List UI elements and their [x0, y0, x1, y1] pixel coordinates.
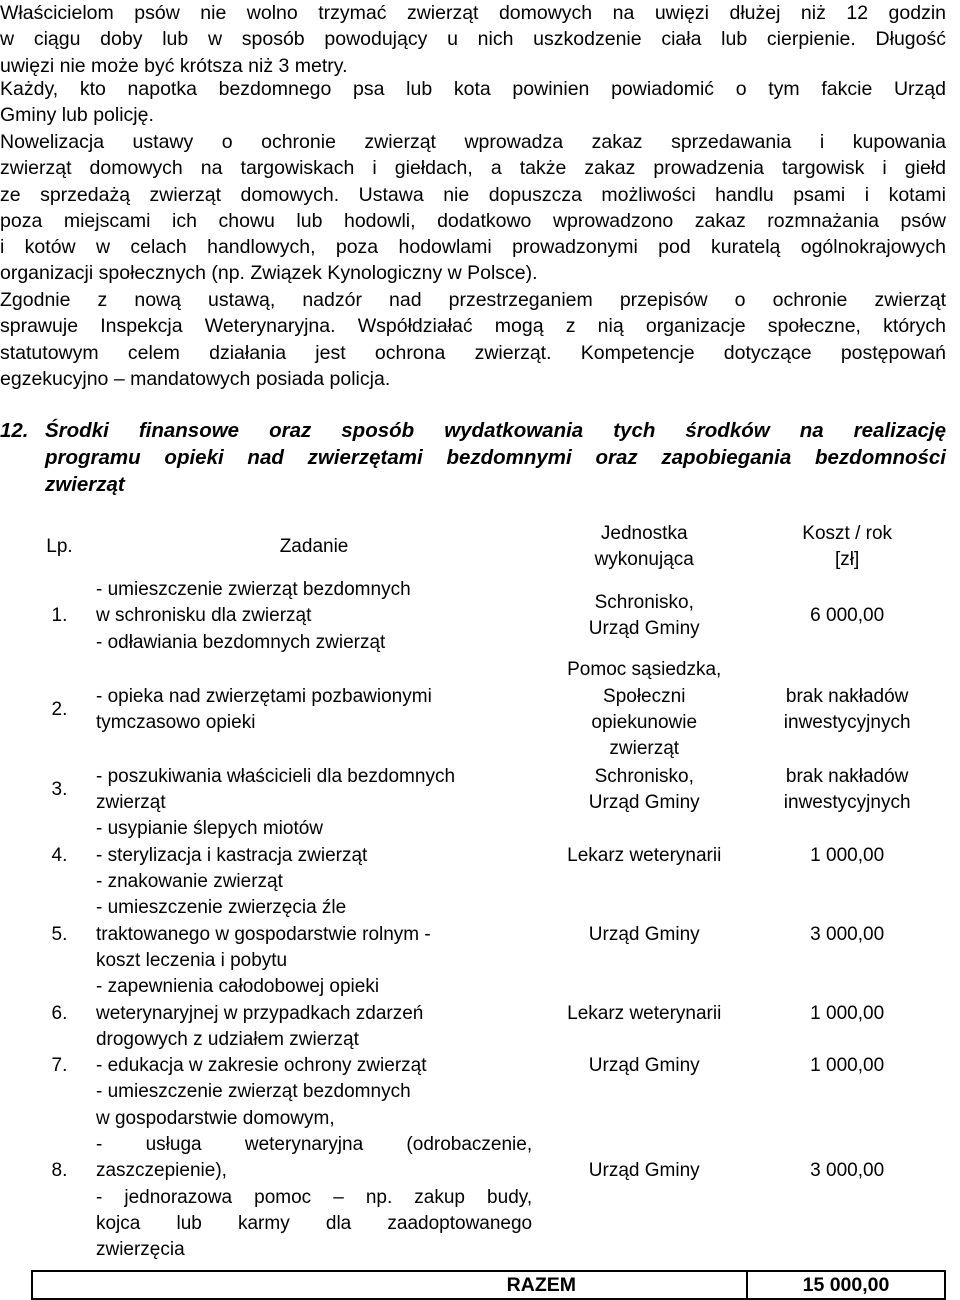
table-row: [31, 816, 946, 895]
cell-lp: 7.: [51, 1055, 68, 1077]
header-lp: Lp.: [46, 535, 73, 557]
cell-task: [88, 764, 540, 817]
task-line: w schronisku dla zwierząt: [95, 605, 312, 627]
cell-cost: [748, 1079, 946, 1263]
task-line: zwierząt: [95, 792, 166, 814]
table-row: [31, 1053, 946, 1079]
text-line: Gminy lub policję.: [0, 104, 154, 127]
header-unit-line: Jednostka: [600, 522, 688, 544]
text-line: poza miejscami ich chowu lub hodowli, dodatkowo wprowadzono zakaz rozmnażania psów: [0, 209, 946, 232]
text-line: statutowym celem działania jest ochrona zwierząt. Kompetencje dotyczące postępowań: [0, 341, 946, 364]
task-line: - jednorazowa pomoc – np. zakup budy,: [95, 1186, 533, 1208]
header-unit-line: wykonująca: [594, 549, 694, 570]
unit-line: Lekarz weterynarii: [567, 1002, 722, 1024]
cell-task: [88, 816, 540, 895]
header-task: Zadanie: [279, 535, 349, 557]
cell-cost: [748, 974, 946, 1053]
cell-lp: 4.: [51, 844, 68, 866]
paragraph-amendment: [0, 129, 946, 287]
unit-line: Urząd Gminy: [588, 1160, 700, 1182]
cell-unit: [540, 764, 748, 817]
text-line: uwięzi nie może być krótsza niż 3 metry.: [0, 54, 348, 77]
task-line: zaszczepienie),: [95, 1160, 227, 1182]
cell-lp: 6.: [51, 1002, 68, 1024]
task-line: traktowanego w gospodarstwie rolnym -: [95, 923, 431, 945]
unit-line: Urząd Gminy: [588, 792, 700, 814]
unit-line: Schronisko,: [594, 765, 694, 787]
task-line: - usypianie ślepych miotów: [95, 818, 324, 840]
cell-lp: 8.: [51, 1160, 68, 1182]
table-header-row: [31, 517, 946, 577]
cost-line: 1 000,00: [810, 1002, 885, 1024]
task-line: - opieka nad zwierzętami pozbawionymi: [95, 685, 432, 707]
table-row: [31, 577, 946, 656]
unit-line: opiekunowie: [591, 711, 698, 733]
task-line: - poszukiwania właścicieli dla bezdomnych: [95, 765, 456, 787]
cost-line: brak nakładów: [785, 765, 909, 787]
unit-line: Urząd Gminy: [588, 1055, 700, 1077]
task-line: koszt leczenia i pobytu: [95, 949, 288, 971]
cell-task: [88, 577, 540, 656]
unit-line: zwierząt: [609, 738, 680, 760]
text-line: Nowelizacja ustawy o ochronie zwierząt wprowadza zakaz sprzedawania i kupowania: [0, 131, 946, 153]
cell-lp: 5.: [51, 923, 68, 945]
cost-line: inwestycyjnych: [783, 711, 911, 733]
cell-unit: [540, 577, 748, 656]
text-line: zwierząt domowych na targowiskach i giełdach, a także zakaz prowadzenia targowisk i giełd: [0, 157, 946, 180]
table-row: [31, 764, 946, 817]
unit-line: Pomoc sąsiedzka,: [567, 659, 722, 681]
cost-line: 6 000,00: [810, 605, 885, 627]
cost-line: brak nakładów: [785, 685, 909, 707]
header-cost-line: [zł]: [835, 549, 860, 570]
cell-lp: 1.: [51, 605, 68, 627]
task-line: - odławiania bezdomnych zwierząt: [95, 631, 386, 653]
total-value: 15 000,00: [802, 1274, 890, 1296]
cost-line: 3 000,00: [810, 923, 885, 945]
task-line: zwierzęcia: [95, 1239, 185, 1261]
header-cost-line: Koszt / rok: [802, 522, 893, 544]
section-number: 12.: [0, 419, 29, 442]
cell-unit: [540, 1079, 748, 1263]
task-line: weterynaryjnej w przypadkach zdarzeń: [95, 1002, 424, 1024]
task-line: w gospodarstwie domowym,: [95, 1107, 335, 1129]
total-label: RAZEM: [33, 1272, 748, 1298]
table-row: [31, 656, 946, 764]
text-line: Każdy, kto napotka bezdomnego psa lub kota powinien powiadomić o tym fakcie Urząd: [0, 78, 946, 100]
table-row: [31, 974, 946, 1053]
unit-line: Lekarz weterynarii: [567, 844, 722, 866]
paragraph-leash-rules: [0, 0, 946, 79]
task-line: - znakowanie zwierząt: [95, 871, 283, 893]
text-line: egzekucyjno – mandatowych posiada policja.: [0, 367, 391, 390]
task-line: - edukacja w zakresie ochrony zwierząt: [95, 1055, 427, 1077]
section-title-text: Środki finansowe oraz sposób wydatkowania tych środków na realizację: [45, 419, 946, 442]
cell-cost: [748, 816, 946, 895]
task-line: drogowych z udziałem zwierząt: [95, 1028, 359, 1050]
cost-line: 3 000,00: [810, 1160, 885, 1182]
task-line: tymczasowo opieki: [95, 711, 256, 733]
task-line: - umieszczenie zwierzęcia źle: [95, 897, 347, 919]
text-line: ze sprzedażą zwierząt domowych. Ustawa nie dopuszcza możliwości handlu psami i kotami: [0, 183, 946, 206]
unit-line: Społeczni: [603, 685, 686, 707]
cell-cost: [748, 895, 946, 974]
task-line: - usługa weterynaryjna (odrobaczenie,: [95, 1134, 533, 1156]
table-row: [31, 1079, 946, 1263]
unit-line: Urząd Gminy: [588, 618, 700, 640]
cell-cost: [748, 1053, 946, 1079]
total-row: [31, 1270, 946, 1300]
task-line: - umieszczenie zwierząt bezdomnych: [95, 1081, 411, 1103]
unit-line: Urząd Gminy: [588, 923, 700, 945]
header-unit: [540, 517, 748, 577]
task-line: - umieszczenie zwierząt bezdomnych: [95, 579, 411, 600]
task-line: - zapewnienia całodobowej opieki: [95, 976, 380, 998]
cell-cost: [748, 577, 946, 656]
text-line: organizacji społecznych (np. Związek Kynologiczny w Polsce).: [0, 262, 538, 285]
paragraph-report-stray: [0, 76, 946, 129]
cell-unit: [540, 816, 748, 895]
cell-task: [88, 895, 540, 974]
section-heading-line: [0, 417, 946, 444]
cell-task: [88, 974, 540, 1053]
section-heading-line: zwierząt: [45, 473, 125, 496]
text-line: Zgodnie z nową ustawą, nadzór nad przestrzeganiem przepisów o ochronie zwierząt: [0, 289, 946, 311]
task-line: - sterylizacja i kastracja zwierząt: [95, 844, 368, 866]
cell-unit: [540, 656, 748, 764]
task-line: kojca lub karmy dla zaadoptowanego: [95, 1212, 533, 1234]
table-row: [31, 895, 946, 974]
text-line: Właścicielom psów nie wolno trzymać zwierząt domowych na uwięzi dłużej niż 12 godzin: [0, 2, 946, 24]
cell-cost: [748, 764, 946, 817]
text-line: i kotów w celach handlowych, poza hodowlami prowadzonymi pod kuratelą ogólnokrajowych: [0, 236, 946, 259]
cost-line: 1 000,00: [810, 844, 885, 866]
cell-lp: 3.: [51, 779, 68, 801]
cell-task: [88, 1053, 540, 1079]
text-line: sprawuje Inspekcja Weterynaryjna. Współdziałać mogą z nią organizacje społeczne, których: [0, 315, 946, 338]
section-heading-line: programu opieki nad zwierzętami bezdomnymi oraz zapobiegania bezdomności: [45, 446, 946, 469]
text-line: w ciągu doby lub w sposób powodujący u nich uszkodzenie ciała lub cierpienie. Długość: [0, 28, 946, 51]
paragraph-supervision: [0, 287, 946, 392]
tasks-table: [31, 517, 946, 1264]
cell-cost: [748, 656, 946, 764]
cell-task: [88, 1079, 540, 1263]
cell-lp: 2.: [51, 698, 68, 720]
cell-unit: [540, 1053, 748, 1079]
cost-line: inwestycyjnych: [783, 792, 911, 814]
header-cost: [748, 517, 946, 577]
cell-unit: [540, 974, 748, 1053]
cell-task: [88, 656, 540, 764]
unit-line: Schronisko,: [594, 592, 694, 614]
cell-unit: [540, 895, 748, 974]
section-heading: [0, 417, 946, 498]
cost-line: 1 000,00: [810, 1055, 885, 1077]
